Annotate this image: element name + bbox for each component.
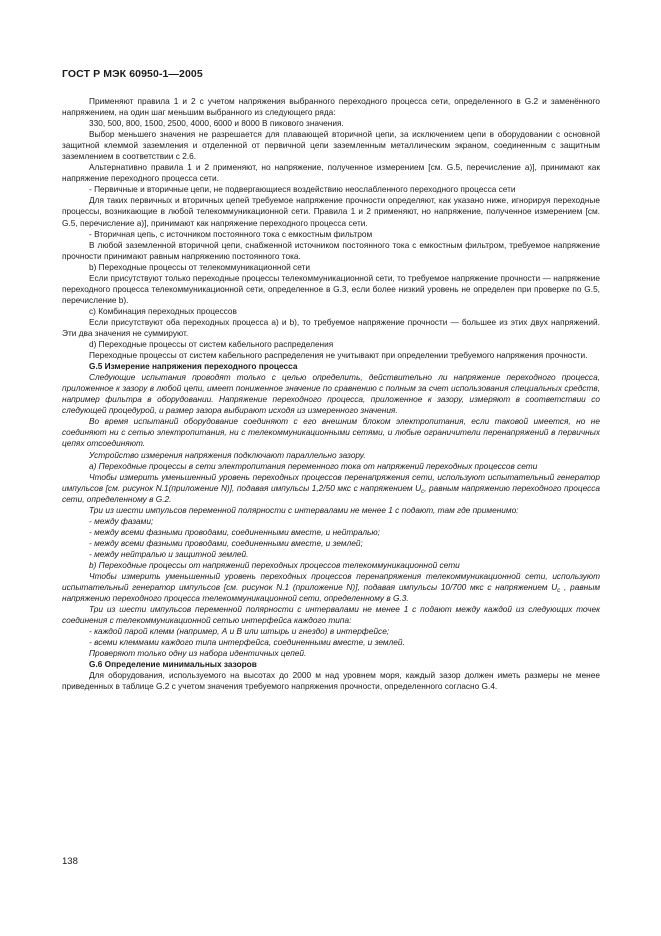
- text-run: Чтобы измерить уменьшенный уровень переходных процессов перенапряжения телекоммуникационной сети, используют испытательный генератор импульсов [см. рисунок N.1 (приложение N)], подавая импульсы 10/700 мкс с напряжением U: [62, 571, 600, 593]
- paragraph: Выбор меньшего значения не разрешается для плавающей вторичной цепи, за исключением цепи в оборудовании с основной защитной клеммой заземления и отделенной от первичной цепи заземленным металлическим экраном, соединенным с защитным заземлением в соответствии с 2.6.: [62, 129, 600, 162]
- paragraph: Следующие испытания проводят только с целью определить, действительно ли напряжение переходного процесса, приложенное к зазору в любой цепи, имеет пониженное значение по сравнению с полным за счет использования специальных средств, например фильтра в оборудовании. Напряжение переходного процесса, приложенное к зазору, измеряют в соответствии со следующей процедурой, и размер зазора выбирают исходя из измеренного значения.: [62, 372, 600, 416]
- paragraph: - между всеми фазными проводами, соединенными вместе, и нейтралью;: [89, 526, 380, 537]
- paragraph: Для оборудования, используемого на высотах до 2000 м над уровнем моря, каждый зазор должен иметь размеры не менее приведенных в таблице G.2 с учетом значения требуемого напряжения прочности, определенного согласно G.4.: [62, 670, 600, 692]
- paragraph: В любой заземленной вторичной цепи, снабженной источником постоянного тока с емкостным фильтром, требуемое напряжение прочности принимают равным напряжению постоянного тока.: [62, 239, 600, 261]
- paragraph: - Вторичная цепь, с источником постоянного тока с емкостным фильтром: [89, 228, 373, 239]
- paragraph: Применяют правила 1 и 2 с учетом напряжения выбранного переходного процесса сети, определенного в G.2 и заменённого напряжением, на один шаг меньшим выбранного из следующего ряда:: [62, 96, 600, 118]
- paragraph: - Первичные и вторичные цепи, не подвергающиеся воздействию неослабленного переходного процесса сети: [89, 184, 516, 195]
- paragraph: Для таких первичных и вторичных цепей требуемое напряжение прочности определяют, как указано ниже, игнорируя переходные процессы, возникающие в любой телекоммуникационной сети. Правила 1 и 2 применяют, но напряжение, полученное измерением [см. G.5, перечисление а)], принимают как напряжение переходного процесса сети.: [62, 195, 600, 228]
- paragraph: Альтернативно правила 1 и 2 применяют, но напряжение, полученное измерением [см. G.5, перечисление а)], принимают как напряжение переходного процесса сети.: [62, 162, 600, 184]
- paragraph: а) Переходные процессы в сети электропитания переменного тока от напряжений переходных процессов сети: [89, 460, 538, 471]
- paragraph: с) Комбинация переходных процессов: [89, 305, 237, 316]
- paragraph: - между фазами;: [89, 515, 154, 526]
- text-run: , равным напряжению переходного процесса телекоммуникационной сети, определенному в G.3.: [62, 582, 601, 604]
- paragraph: Если присутствуют только переходные процессы телекоммуникационной сети, то требуемое напряжение прочности — напряжение переходного процесса телекоммуникационной сети, определенное в G.3, если более низкий уровень не определен при проверке по G.5, перечисление b).: [62, 272, 600, 305]
- paragraph: [62, 571, 600, 604]
- paragraph: Три из шести импульсов переменной полярности с интервалами не менее 1 с подают, там где применимо:: [89, 504, 519, 515]
- paragraph: 330, 500, 800, 1500, 2500, 4000, 6000 и 8000 В пикового значения.: [89, 118, 344, 129]
- section-heading: G.6 Определение минимальных зазоров: [89, 659, 257, 670]
- paragraph: b) Переходные процессы от телекоммуникационной сети: [89, 261, 310, 272]
- document-header: ГОСТ Р МЭК 60950-1—2005: [62, 68, 203, 80]
- paragraph: Переходные процессы от систем кабельного распределения не учитывают при определении требуемого напряжения прочности.: [89, 350, 588, 361]
- paragraph: - всеми клеммами каждого типа интерфейса, соединенными вместе, и землей.: [89, 637, 405, 648]
- paragraph: - каждой парой клемм (например, А и В или штырь и гнездо) в интерфейсе;: [89, 626, 390, 637]
- paragraph: Во время испытаний оборудование соединяют с его внешним блоком электропитания, если таковой имеется, но не соединяют ни с сетью электропитания, ни с телекоммуникационными сетями, и любые ограничители перенапряжений в первичных цепях отсоединяют.: [62, 416, 600, 449]
- paragraph: Три из шести импульсов переменной полярности с интервалами не менее 1 с подают между каждой из следующих точек соединения с телекоммуникационной сетью интерфейса каждого типа:: [62, 604, 600, 626]
- subscript: c: [421, 488, 425, 495]
- text-run: , равным напряжению переходного процесса сети, определенному в G.2.: [62, 482, 600, 504]
- text-run: Чтобы измерить уменьшенный уровень переходных процессов перенапряжения сети, используют испытательный генератор импульсов [см. рисунок N.1(приложение N)], подавая импульсы 1,2/50 мкс с напряжением U: [62, 471, 600, 493]
- paragraph: d) Переходные процессы от систем кабельного распределения: [89, 339, 334, 350]
- section-heading: G.5 Измерение напряжения переходного процесса: [89, 361, 298, 372]
- paragraph: - между всеми фазными проводами, соединенными вместе, и землей;: [89, 537, 363, 548]
- paragraph: Если присутствуют оба переходных процесса а) и b), то требуемое напряжение прочности — большее из этих двух напряжений. Эти два значения не суммируют.: [62, 316, 600, 338]
- document-body: [62, 96, 600, 693]
- paragraph: Проверяют только одну из набора идентичных цепей.: [89, 648, 307, 659]
- paragraph: - между нейтралью и защитной землей.: [89, 548, 249, 559]
- subscript: c: [557, 588, 561, 595]
- paragraph: Устройство измерения напряжения подключают параллельно зазору.: [89, 449, 366, 460]
- page-number: 138: [62, 856, 78, 867]
- paragraph: b) Переходные процессы от напряжений переходных процессов телекоммуникационной сети: [89, 559, 460, 570]
- paragraph: [62, 472, 600, 505]
